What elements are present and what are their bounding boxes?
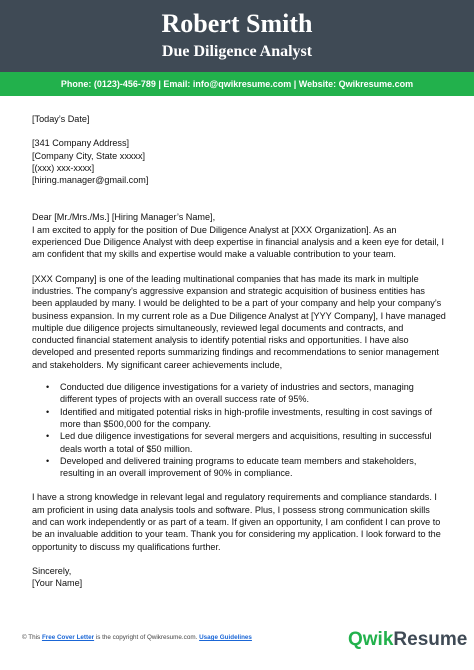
address-line-2: [Company City, State xxxxx]	[32, 150, 146, 161]
free-cover-letter-link[interactable]: Free Cover Letter	[41, 634, 95, 641]
footer-copyright	[22, 634, 252, 641]
job-title: Due Diligence Analyst	[161, 43, 313, 60]
logo-resume: Resume	[393, 629, 468, 650]
list-item: • Conducted due diligence investigations for a variety of industries and sectors, managing different types of projects with an overall success rate of 95%.	[60, 381, 446, 406]
address-line-4: [hiring.manager@gmail.com]	[32, 175, 149, 186]
signoff: Sincerely,	[32, 565, 72, 576]
footer-text-middle: is the copyright of Qwikresume.com.	[95, 634, 198, 641]
applicant-name: Robert Smith	[161, 9, 313, 38]
footer-text-start: This	[28, 634, 41, 641]
address-line-3: [(xxx) xxx-xxxx]	[32, 162, 95, 173]
salutation: Dear [Mr./Mrs./Ms.] [Hiring Manager’s Name],	[32, 212, 216, 223]
usage-guidelines-link[interactable]: Usage Guidelines	[199, 634, 252, 641]
header-banner	[0, 0, 474, 72]
intro-paragraph: I am excited to apply for the position of Due Diligence Analyst at [XXX Organization]. As an experienced Due Diligence Analyst with deep expertise in financial analysis and a keen eye for detail, I am confident that my skills and expertise would make a valuable contribution to your team.	[32, 224, 444, 260]
contact-bar	[0, 72, 474, 96]
list-item: • Led due diligence investigations for several mergers and acquisitions, resulting in successful deals worth a total of $50 million.	[60, 430, 446, 455]
address-line-1: [341 Company Address]	[32, 138, 130, 149]
qwikresume-logo[interactable]	[348, 628, 467, 652]
achievements-list	[32, 381, 446, 479]
list-item: • Identified and mitigated potential risks in high-profile investments, resulting in cost savings of more than $500,000 for the company.	[60, 406, 446, 431]
experience-paragraph: [XXX Company] is one of the leading multinational companies that has made its mark in multiple industries. The company’s aggressive expansion and strategic acquisition of business entities has been applauded by many. I would be delighted to be a part of your company and help your company’s business expansion. In my current role as a Due Diligence Analyst at [YYY Company], I have managed multiple due diligence projects simultaneously, reviewed legal documents and contracts, and conducted financial statement analysis to identify potential risks and opportunities. I have also developed and presented reports summarizing findings and recommendations to senior management and stakeholders. My significant career achievements include,	[32, 273, 446, 370]
closing-paragraph: I have a strong knowledge in relevant legal and regulatory requirements and compliance standards. I am proficient in using data analysis tools and software. Plus, I possess strong communication skills and can work independently or as part of a team. If given an opportunity, I am confident I can prove to be an invaluable addition to your team. Thank you for considering my application. I look forward to the opportunity to discuss my qualifications further.	[32, 492, 441, 552]
signature: [Your Name]	[32, 578, 83, 589]
contact-info: Phone: (0123)-456-789 | Email: info@qwikresume.com | Website: Qwikresume.com	[60, 79, 414, 89]
footer	[0, 628, 474, 670]
letter-date: [Today’s Date]	[32, 114, 90, 124]
letter-body	[32, 113, 446, 590]
list-item: • Developed and delivered training programs to educate team members and stakeholders, resulting in an overall improvement of 90% in compliance.	[60, 455, 446, 480]
copyright-icon: ©	[22, 634, 27, 641]
logo-qwik: Qwik	[348, 629, 394, 650]
